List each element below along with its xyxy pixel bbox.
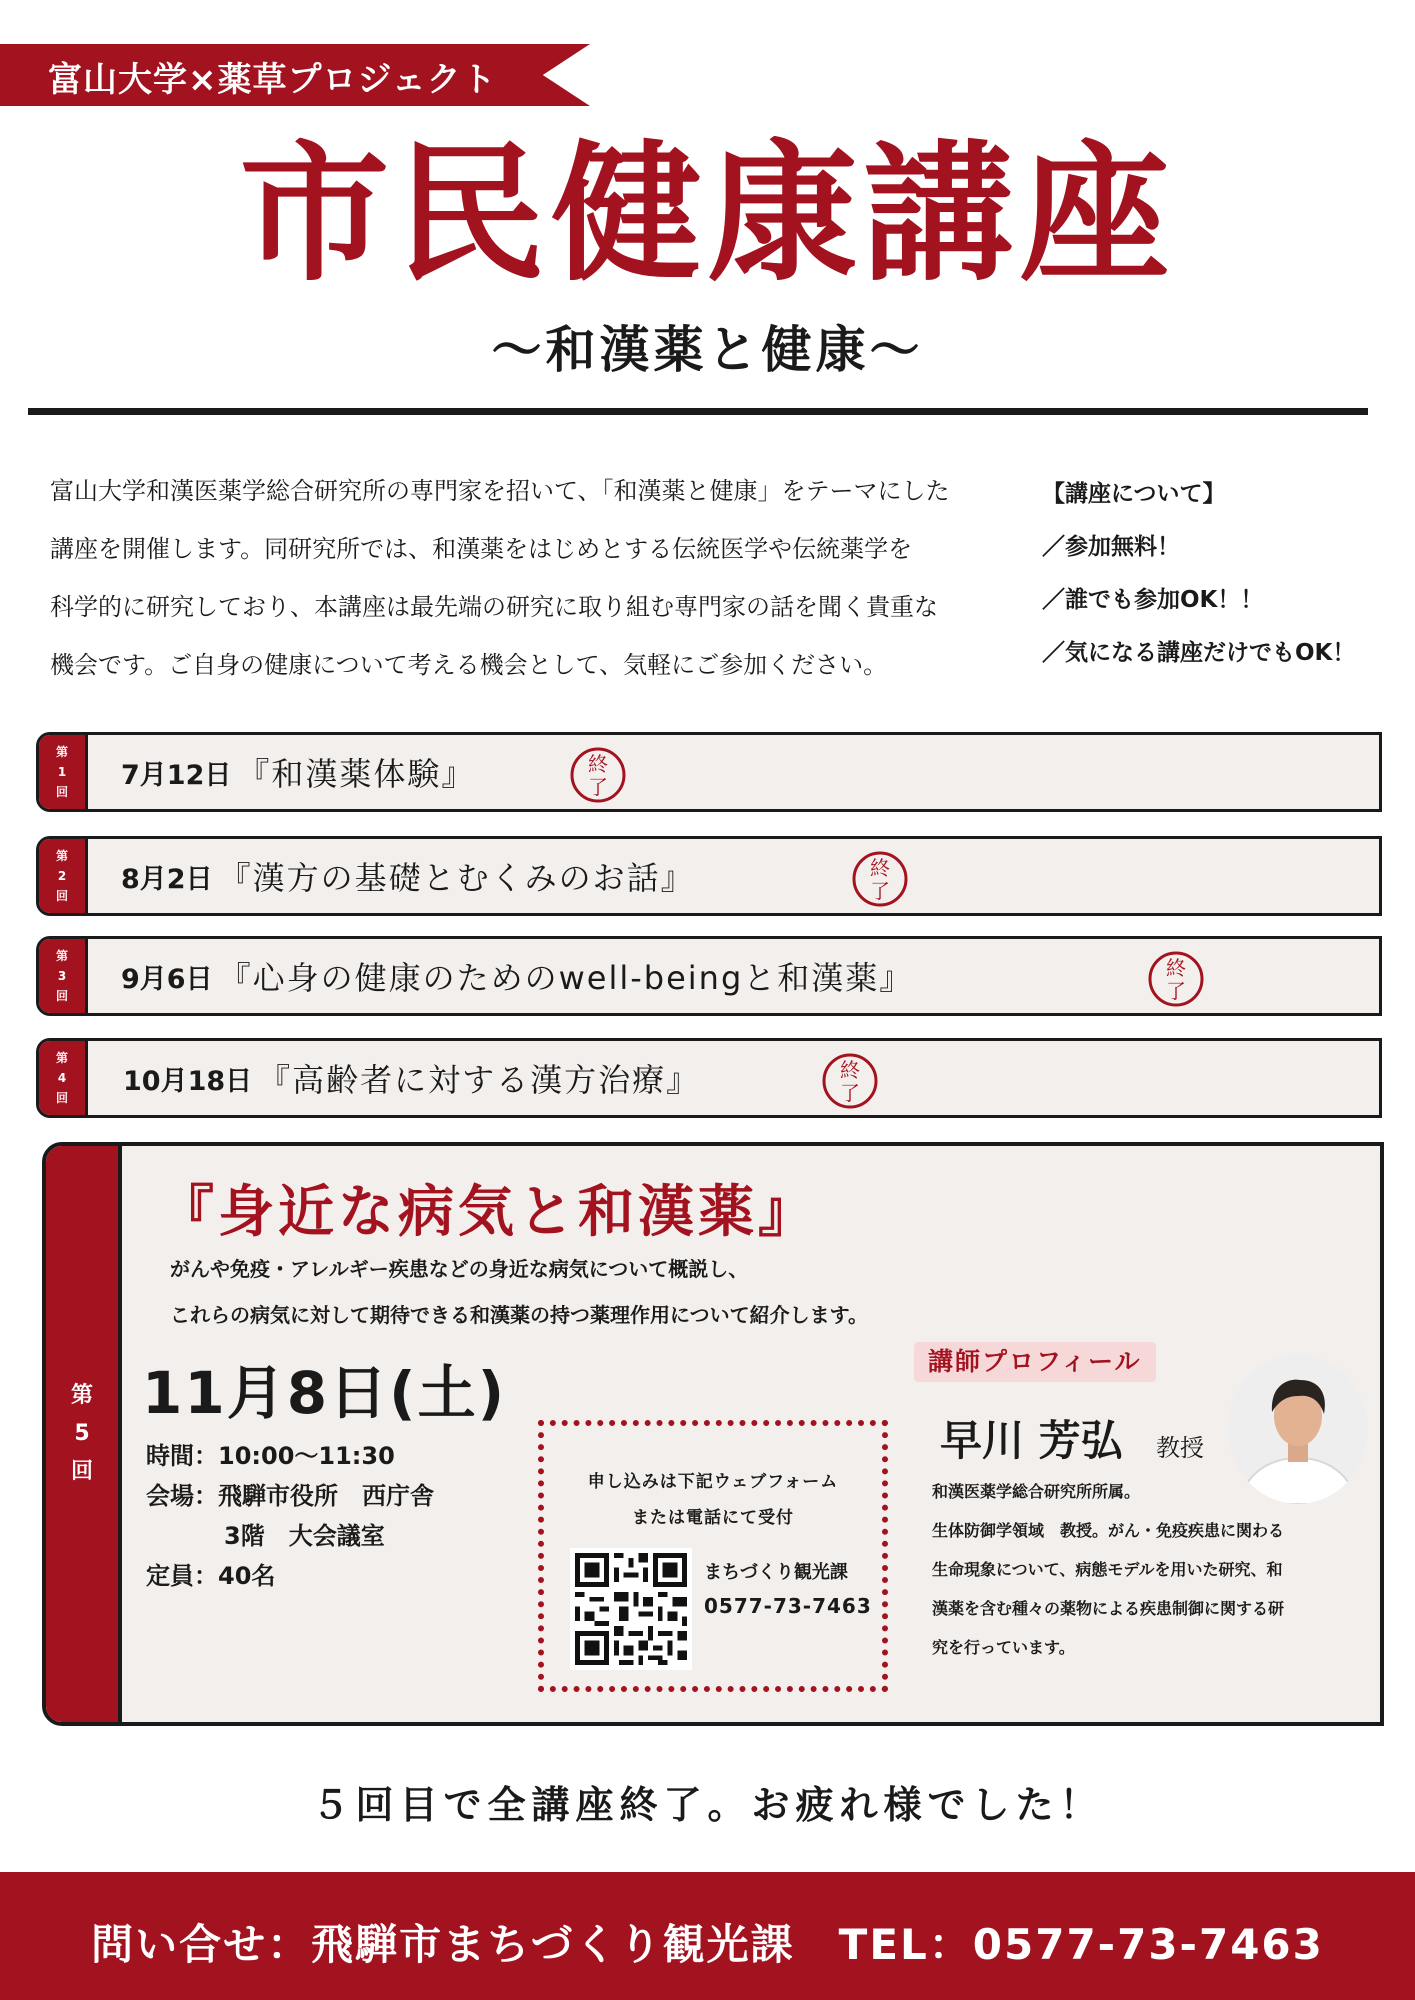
session-bar-3 (36, 936, 1382, 1016)
session-title: 『心身の健康のためのwell-beingと和漢薬』 (218, 959, 914, 997)
tab-char: 第 (55, 745, 68, 759)
finished-stamp-icon (851, 850, 909, 908)
tab-char: 1 (57, 765, 67, 779)
tab-char: 4 (57, 1071, 67, 1085)
tab-char: 5 (74, 1421, 90, 1446)
about-item: ／誰でも参加OK！！ (1042, 587, 1264, 613)
stamp-char: 了 (870, 879, 890, 903)
page-subtitle: 〜和漢薬と健康〜 (491, 321, 924, 379)
intro-text (50, 462, 1040, 694)
tab-char: 回 (55, 1091, 68, 1105)
apply-line: 申し込みは下記ウェブフォーム (587, 1472, 839, 1492)
finished-stamp-icon (569, 746, 627, 804)
session-tab (46, 1146, 122, 1722)
session-5-date: 11月8日(土) (142, 1359, 507, 1427)
session-title: 『漢方の基礎とむくみのお話』 (218, 859, 695, 897)
lecturer-name: 早川 芳弘 (940, 1416, 1123, 1465)
desc-line: これらの病気に対して期待できる和漢薬の持つ薬理作用について紹介します。 (170, 1303, 868, 1327)
intro-line: 機会です。ご自身の健康について考える機会として、気軽にご参加ください。 (50, 651, 888, 679)
session-tab (39, 839, 88, 913)
session-date: 9月6日 (121, 963, 213, 995)
about-item: ／参加無料！ (1042, 534, 1180, 560)
profile-line: 生体防御学領域 教授。がん・免疫疾患に関わる (932, 1521, 1285, 1540)
intro-line: 科学的に研究しており、本講座は最先端の研究に取り組む専門家の話を聞く貴重な (50, 593, 938, 621)
tab-char: 第 (55, 1051, 68, 1065)
finished-stamp-icon (821, 1052, 879, 1110)
stamp-char: 終 (840, 1058, 860, 1082)
session-title: 『高齢者に対する漢方治療』 (258, 1061, 701, 1099)
tab-char: 第 (55, 949, 68, 963)
session-tab (39, 735, 88, 809)
event-info (146, 1436, 506, 1596)
event-capacity: 定員：40名 (146, 1562, 276, 1590)
intro-line: 富山大学和漢医薬学総合研究所の専門家を招いて、「和漢薬と健康」をテーマにした (50, 477, 950, 505)
stamp-char: 終 (870, 856, 890, 880)
stamp-char: 了 (588, 775, 608, 799)
footer-contact: 問い合せ：飛騨市まちづくり観光課 TEL：0577-73-7463 (91, 1920, 1324, 1969)
apply-line: または電話にて受付 (632, 1508, 794, 1528)
session-5-title: 『身近な病気と和漢薬』 (158, 1180, 818, 1245)
session-bar-1 (36, 732, 1382, 812)
contact-phone: 0577-73-7463 (704, 1594, 872, 1618)
tab-char: 第 (70, 1383, 93, 1408)
application-instructions (544, 1464, 882, 1536)
page-title: 市民健康講座 (239, 128, 1176, 302)
session-tab (39, 939, 88, 1013)
tab-char: 回 (70, 1459, 93, 1484)
session-title: 『和漢薬体験』 (237, 755, 476, 793)
session-5-panel (42, 1142, 1384, 1726)
tab-char: 回 (55, 989, 68, 1003)
lecturer-profile (932, 1472, 1352, 1667)
session-date: 10月18日 (123, 1065, 253, 1097)
closing-message: ５回目で全講座終了。お疲れ様でした！ (311, 1783, 1104, 1827)
session-5-description (170, 1246, 1270, 1338)
about-heading: 【講座について】 (1042, 481, 1226, 507)
session-date: 8月2日 (121, 863, 213, 895)
lecturer-title: 教授 (1156, 1434, 1204, 1462)
profile-line: 生命現象について、病態モデルを用いた研究、和 (932, 1560, 1283, 1579)
about-box (1042, 468, 1382, 680)
about-item: ／気になる講座だけでもOK！ (1042, 640, 1356, 666)
tab-char: 2 (57, 869, 67, 883)
intro-line: 講座を開催します。同研究所では、和漢薬をはじめとする伝統医学や伝統薬学を (50, 535, 913, 563)
stamp-char: 了 (1166, 979, 1186, 1003)
session-tab (39, 1041, 88, 1115)
stamp-char: 終 (1166, 956, 1186, 980)
profile-line: 和漢医薬学総合研究所所属。 (932, 1482, 1141, 1501)
qr-code-icon[interactable] (570, 1548, 692, 1670)
desc-line: がんや免疫・アレルギー疾患などの身近な病気について概説し、 (170, 1257, 749, 1281)
divider (28, 408, 1368, 415)
contact-department: まちづくり観光課 (704, 1562, 848, 1583)
tab-char: 回 (55, 785, 68, 799)
finished-stamp-icon (1147, 950, 1205, 1008)
tab-char: 3 (57, 969, 67, 983)
event-venue-room: 3階 大会議室 (224, 1522, 385, 1550)
profile-label: 講師プロフィール (914, 1342, 1156, 1382)
tab-char: 第 (55, 849, 68, 863)
profile-line: 漢薬を含む種々の薬物による疾患制御に関する研 (932, 1599, 1285, 1618)
event-venue: 会場：飛騨市役所 西庁舎 (146, 1482, 434, 1510)
stamp-char: 了 (840, 1081, 860, 1105)
event-time: 時間：10:00〜11:30 (146, 1442, 395, 1470)
tab-char: 回 (55, 889, 68, 903)
stamp-char: 終 (588, 752, 608, 776)
session-bar-4 (36, 1038, 1382, 1118)
footer-bar (0, 1872, 1415, 2000)
application-box (538, 1420, 888, 1692)
ribbon-text: 富山大学×薬草プロジェクト (48, 60, 497, 100)
session-bar-2 (36, 836, 1382, 916)
session-date: 7月12日 (121, 759, 232, 791)
profile-line: 究を行っています。 (932, 1638, 1075, 1657)
